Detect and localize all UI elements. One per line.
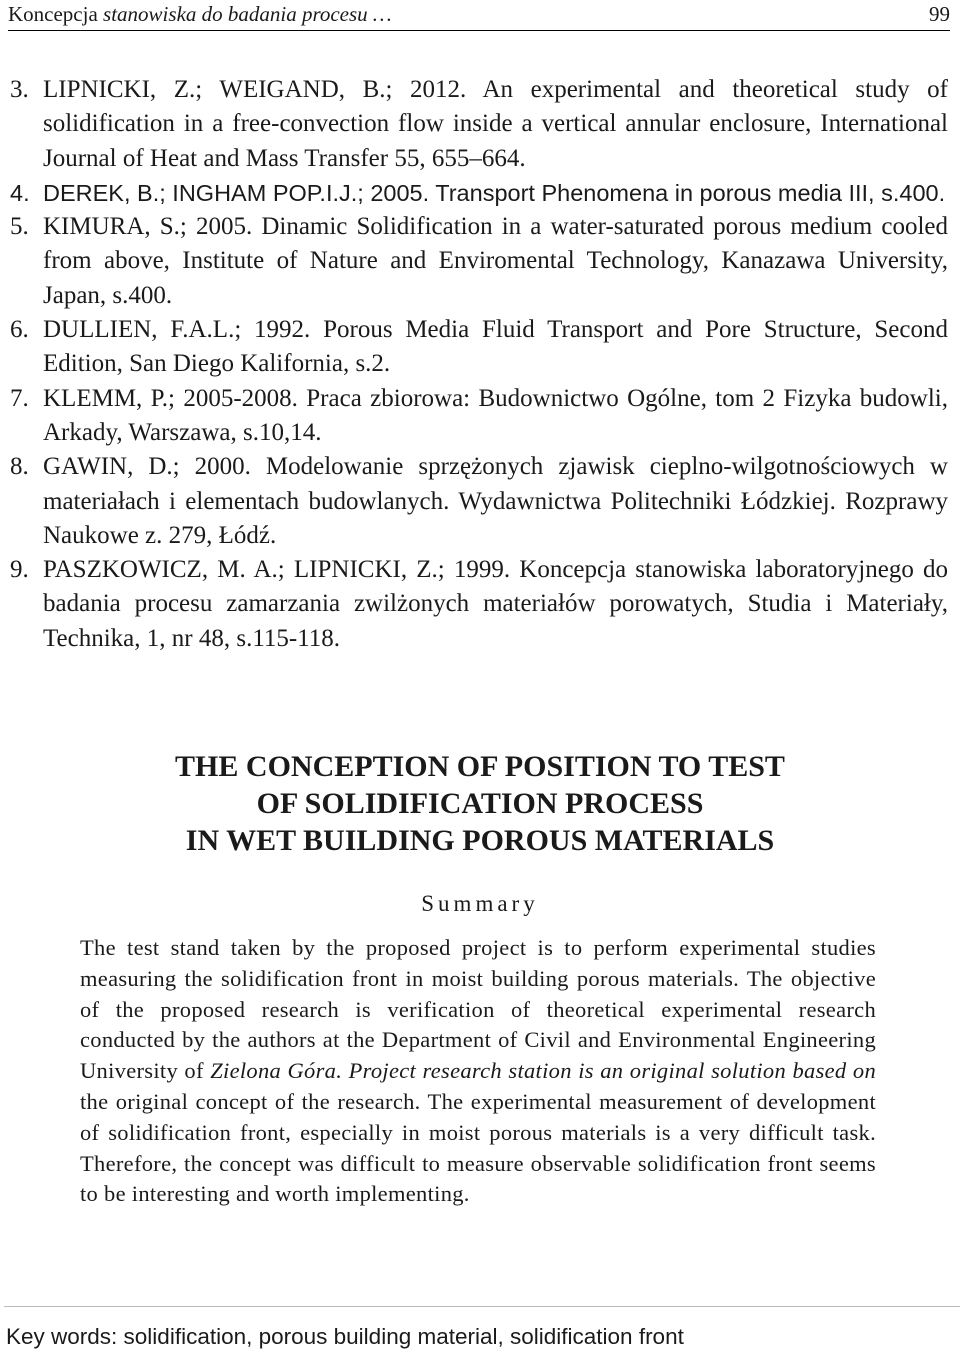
summary-heading: Summary bbox=[421, 891, 539, 916]
reference-number: 6. bbox=[10, 316, 29, 344]
reference-list bbox=[10, 73, 948, 656]
reference-number: 7. bbox=[10, 384, 29, 412]
reference-text: KLEMM, P.; 2005-2008. Praca zbiorowa: Budownictwo Ogólne, tom 2 Fizyka budowli, Arkady, Warszawa, s.10,14. bbox=[43, 384, 948, 446]
keywords-line: Key words: solidification, porous building material, solidification front bbox=[6, 1324, 684, 1349]
reference-item bbox=[10, 176, 948, 210]
running-title-prefix: Koncepcja bbox=[8, 2, 104, 26]
divider bbox=[4, 1306, 960, 1307]
reference-text: DEREK, B.; INGHAM POP.I.J.; 2005. Transport Phenomena in porous media III, s.400. bbox=[43, 179, 946, 206]
reference-number: 8. bbox=[10, 453, 29, 481]
abstract-text: The test stand taken by the proposed project is to perform experimental studies measuring the solidification front in moist building porous materials. The objective of the proposed research is verification of theoretical experimental research conducted by the authors at the Department of Civil and Environmental Engineering University of bbox=[80, 935, 876, 1084]
page-number: 99 bbox=[929, 2, 950, 26]
running-title bbox=[8, 0, 392, 28]
reference-item bbox=[10, 73, 948, 176]
reference-item bbox=[10, 553, 948, 656]
reference-item bbox=[10, 382, 948, 451]
reference-number: 9. bbox=[10, 556, 29, 584]
reference-number: 3. bbox=[10, 76, 29, 103]
reference-text: KIMURA, S.; 2005. Dinamic Solidification in a water-saturated porous medium cooled from above, Institute of Nature and Enviromental Technology, Kanazawa University, Japan, s.400. bbox=[43, 213, 948, 309]
abstract-italic-text: Zielona Góra. Project research station is an original solution based on bbox=[210, 1058, 876, 1084]
reference-text: GAWIN, D.; 2000. Modelowanie sprzężonych zjawisk cieplno-wilgotnościowych w materiałach i elementach budowlanych. Wydawnictwa Politechniki Łódzkiej. Rozprawy Naukowe z. 279, Łódź. bbox=[43, 453, 948, 549]
reference-item bbox=[10, 450, 948, 553]
abstract-text: the original concept of the research. The experimental measurement of development of solidification front, especially in moist porous materials is a very difficult task. Therefore, the concept was difficult to measure observable solidification front seems to be interesting and worth implementing. bbox=[80, 1088, 876, 1207]
running-title-italic: stanowiska do badania procesu … bbox=[103, 2, 392, 26]
reference-text: DULLIEN, F.A.L.; 1992. Porous Media Fluid Transport and Pore Structure, Second Edition, San Diego Kalifornia, s.2. bbox=[43, 316, 948, 378]
reference-number: 4. bbox=[10, 179, 30, 206]
abstract-paragraph bbox=[80, 933, 876, 1210]
reference-text: PASZKOWICZ, M. A.; LIPNICKI, Z.; 1999. Koncepcja stanowiska laboratoryjnego do badania procesu zamarzania zwilżonych materiałów porowatych, Studia i Materiały, Technika, 1, nr 48, s.115-118. bbox=[43, 556, 948, 652]
reference-number: 5. bbox=[10, 213, 29, 241]
reference-text: LIPNICKI, Z.; WEIGAND, B.; 2012. An experimental and theoretical study of solidification in a free-convection flow inside a vertical annular enclosure, International Journal of Heat and Mass Transfer 55, 655–664. bbox=[43, 76, 948, 172]
title-line: OF SOLIDIFICATION PROCESS bbox=[256, 787, 704, 820]
title-line: IN WET BUILDING POROUS MATERIALS bbox=[185, 824, 775, 857]
reference-item bbox=[10, 313, 948, 382]
reference-item bbox=[10, 210, 948, 313]
article-title bbox=[0, 748, 960, 859]
running-header bbox=[8, 0, 950, 31]
title-line: THE CONCEPTION OF POSITION TO TEST bbox=[175, 750, 785, 783]
